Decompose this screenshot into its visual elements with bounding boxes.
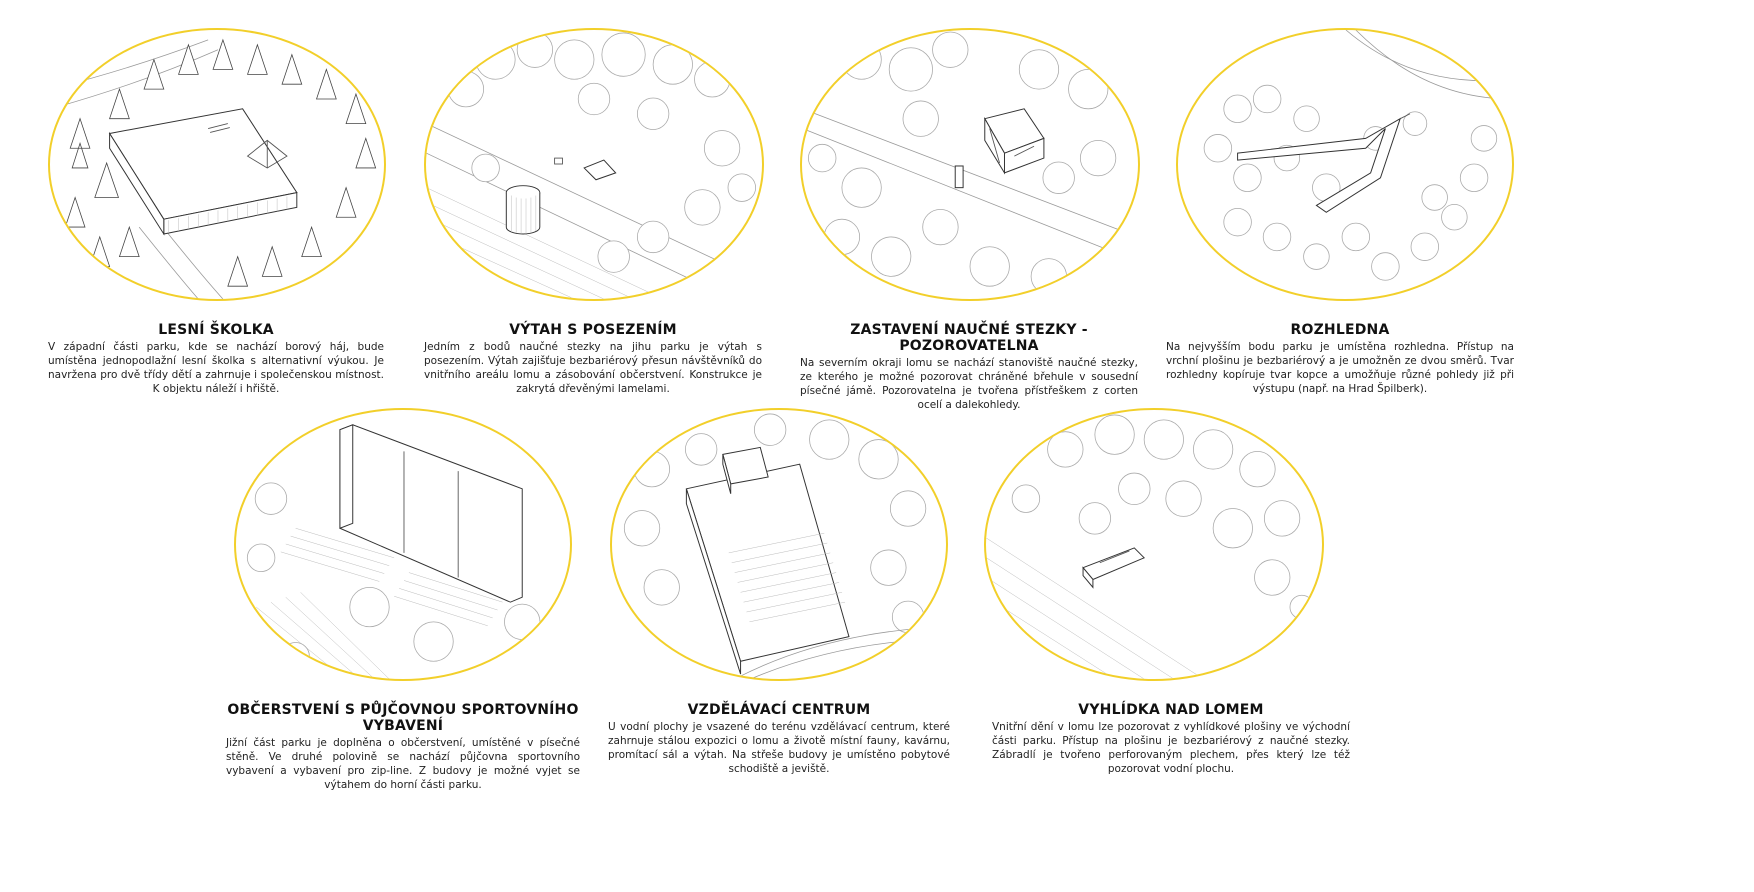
refreshment-drawing-icon: [236, 410, 570, 679]
education-center-illustration: [610, 408, 948, 681]
elevator-illustration: [424, 28, 764, 301]
caption-vyhlidka: [992, 702, 1350, 776]
panel-description: Na severním okraji lomu se nachází stanoviště naučné stezky, ze kterého je možné pozorovat chráněné břehule v sousední písečné jámě. Pozorovatelna je tvořena přístřeškem z corten ocelí a dalekohledy.: [800, 357, 1138, 411]
panel-title: VÝTAH S POSEZENÍM: [509, 322, 677, 338]
panel-description: Vnitřní dění v lomu lze pozorovat z vyhlídkové plošiny ve východní části parku. Přístup na plošinu je bezbariérový z naučné stezky. Zábradlí je tvořeno perforovaným plechem, přes který lze též pozorovat vodní plochu.: [992, 721, 1350, 775]
panel-description: Na nejvyšším bodu parku je umístěna rozhledna. Přístup na vrchní plošinu je bezbariérový a je umožněn ze dvou směrů. Tvar rozhledny kopíruje tvar kopce a umožňuje různé pohledy již při výstupu (např. na Hrad Špilberk).: [1166, 341, 1514, 395]
panel-description: U vodní plochy je vsazené do terénu vzdělávací centrum, které zahrnuje stálou expozici o lomu a životě místní fauny, kavárnu, promítací sál a výtah. Na střeše budovy je umístěno pobytové schodiště a jeviště.: [608, 721, 950, 775]
forest-school-drawing-icon: [50, 30, 384, 299]
lookout-tower-drawing-icon: [1178, 30, 1512, 299]
education-center-drawing-icon: [612, 410, 946, 679]
panel-title: OBČERSTVENÍ S PŮJČOVNOU SPORTOVNÍHO VYBAVENÍ: [227, 702, 579, 734]
panel-description: Jedním z bodů naučné stezky na jihu parku je výtah s posezením. Výtah zajišťuje bezbariérový přesun návštěvníků do vnitřního areálu lomu a zásobování občerstvení. Konstrukce je zakrytá dřevěnými lamelami.: [424, 341, 762, 395]
caption-obcerstveni: [226, 702, 580, 792]
forest-school-illustration: [48, 28, 386, 301]
caption-lesni-skolka: [48, 322, 384, 396]
panel-title: LESNÍ ŠKOLKA: [158, 322, 274, 338]
panel-title: VYHLÍDKA NAD LOMEM: [1078, 702, 1264, 718]
elevator-drawing-icon: [426, 30, 762, 299]
caption-vzdelavaci-centrum: [608, 702, 950, 776]
panel-description: V západní části parku, kde se nachází borový háj, bude umístěna jednopodlažní lesní školka s alternativní výukou. Je navržena pro dvě třídy dětí a zahrnuje i společenskou místnost. K objektu náleží i hřiště.: [48, 341, 384, 395]
observatory-drawing-icon: [802, 30, 1138, 299]
viewpoint-illustration: [984, 408, 1324, 681]
panel-title: VZDĚLÁVACÍ CENTRUM: [687, 702, 871, 718]
panel-description: Jižní část parku je doplněna o občerstvení, umístěné v písečné stěně. Ve druhé polovině se nachází půjčovna sportovního vybavení a vybavení pro zip-line. Z budovy je možné vyjet se výtahem do horní části parku.: [226, 737, 580, 791]
caption-vytah: [424, 322, 762, 396]
caption-rozhledna: [1166, 322, 1514, 396]
caption-pozorovatelna: [800, 322, 1138, 412]
panel-title: ROZHLEDNA: [1290, 322, 1390, 338]
panel-title: ZASTAVENÍ NAUČNÉ STEZKY - POZOROVATELNA: [850, 322, 1088, 354]
viewpoint-drawing-icon: [986, 410, 1322, 679]
lookout-tower-illustration: [1176, 28, 1514, 301]
observatory-illustration: [800, 28, 1140, 301]
refreshment-illustration: [234, 408, 572, 681]
